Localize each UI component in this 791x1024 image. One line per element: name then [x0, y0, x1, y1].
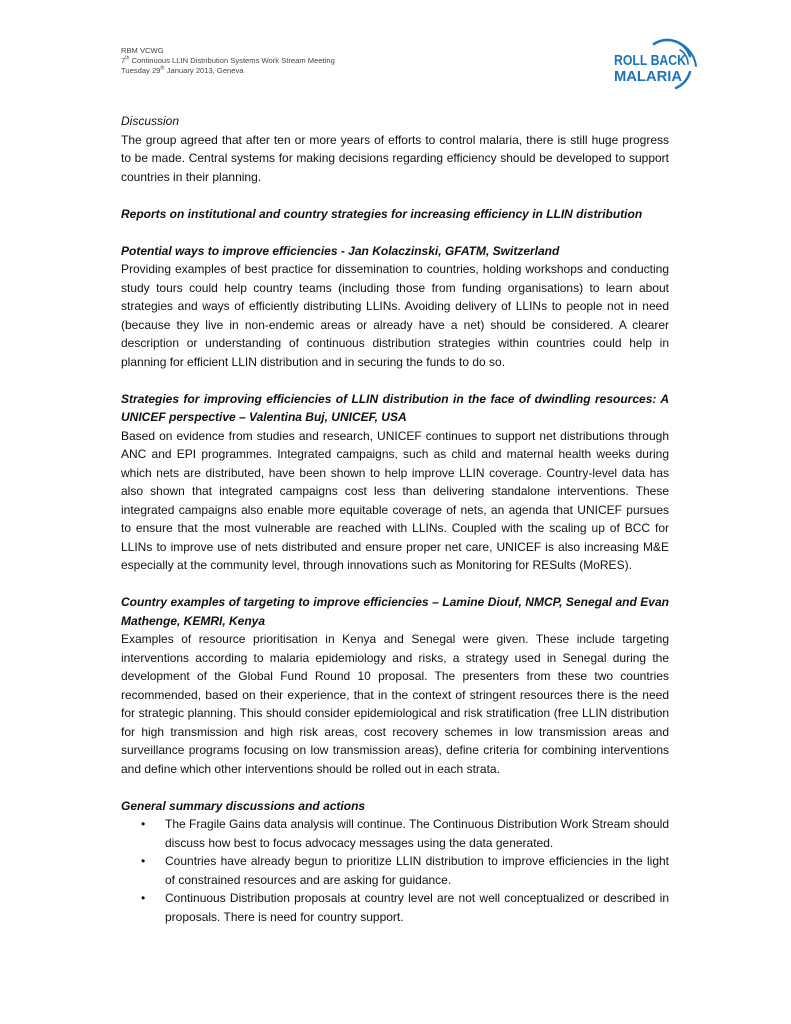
list-item — [121, 852, 669, 889]
header-date — [121, 66, 335, 76]
logo-line1: ROLL BACK — [614, 53, 687, 69]
discussion-text: The group agreed that after ten or more years of efforts to control malaria, there is still huge progress to be made. Central systems for making decisions regarding efficiency should be developed to support countries in their planning. — [121, 132, 669, 184]
date-day: Tuesday 29 — [121, 66, 161, 75]
date-ordinal: th — [160, 65, 165, 72]
list-item — [121, 815, 669, 852]
header-meeting — [121, 56, 335, 66]
list-item-text: Countries have already begun to prioritize LLIN distribution to improve efficiencies in the light of constrained resources and are asking for guidance. — [165, 854, 669, 887]
section-text: Based on evidence from studies and research, UNICEF continues to support net distributions through ANC and EPI programmes. Integrated campaigns, such as child and maternal health weeks during which nets are distributed, have been shown to help improve LLIN coverage. Country-level data has also shown that integrated campaigns cost less than delivering standalone interventions. These integrated campaigns also enable more equitable coverage of nets, an agenda that UNICEF pursues to ensure that the most vulnerable are reached with LLINs. Coupled with the scaling up of BCC for LLINs to improve use of nets distributed and ensure proper net care, UNICEF is also increasing M&E especially at the community level, through innovations such as Monitoring for RESults (MoRES). — [121, 428, 669, 572]
summary-list — [121, 815, 669, 926]
section-text: Providing examples of best practice for dissemination to countries, holding workshops and conducting study tours could help country teams (including those from funding organisations) to learn about strategies and ways of efficiently distributing LLINs. Avoiding delivery of LLINs to people not in need (because they live in non-endemic areas or already have a net) should be considered. A clearer description or understanding of continuous distribution strategies within countries could help in planning for efficient LLIN distribution and in securing the funds to do so. — [121, 262, 669, 369]
reports-heading: Reports on institutional and country strategies for increasing efficiency in LLIN distribution — [121, 206, 643, 221]
document-header — [121, 46, 335, 76]
meeting-ordinal: th — [125, 55, 130, 62]
section-title: Potential ways to improve efficiencies - Jan Kolaczinski, GFATM, Switzerland — [121, 243, 560, 258]
section-text: Examples of resource prioritisation in Kenya and Senegal were given. These include targeting interventions according to malaria epidemiology and risks, a strategy used in Senegal during the development of the Global Fund Round 10 proposal. The presenters from these two countries recommended, based on their experience, that in the context of stringent resources there is the need for strategic planning. This should consider epidemiological and risk stratification (free LLIN distribution for high transmission and high risk areas, cost recovery schemes in low transmission areas and surveillance programs focusing on low transmission areas), define criteria for combining interventions and define which other interventions should be rolled out in each strata. — [121, 632, 669, 776]
section-title: Country examples of targeting to improve efficiencies – Lamine Diouf, NMCP, Senegal and Evan Mathenge, KEMRI, Kenya — [121, 595, 669, 628]
summary-title: General summary discussions and actions — [121, 798, 366, 813]
discussion-heading: Discussion — [121, 114, 180, 128]
meeting-title: Continuous LLIN Distribution Systems Work Stream Meeting — [129, 56, 335, 65]
bullet-icon: • — [141, 854, 146, 868]
list-item-text: The Fragile Gains data analysis will continue. The Continuous Distribution Work Stream should discuss how best to focus advocacy messages using the data generated. — [165, 817, 669, 850]
date-rest: January 2013, Geneva — [164, 66, 244, 75]
logo-line2: MALARIA — [614, 69, 683, 85]
meeting-number: 7 — [121, 56, 126, 65]
bullet-icon: • — [141, 817, 146, 831]
header-org: RBM VCWG — [121, 46, 164, 55]
bullet-icon: • — [141, 891, 146, 905]
roll-back-malaria-logo — [610, 38, 700, 92]
document-body — [121, 112, 669, 926]
section-title: Strategies for improving efficiencies of LLIN distribution in the face of dwindling resources: A UNICEF perspective – Valentina Buj, UNICEF, USA — [121, 391, 669, 424]
list-item — [121, 889, 669, 926]
list-item-text: Continuous Distribution proposals at country level are not well conceptualized or described in proposals. There is need for country support. — [165, 891, 669, 924]
